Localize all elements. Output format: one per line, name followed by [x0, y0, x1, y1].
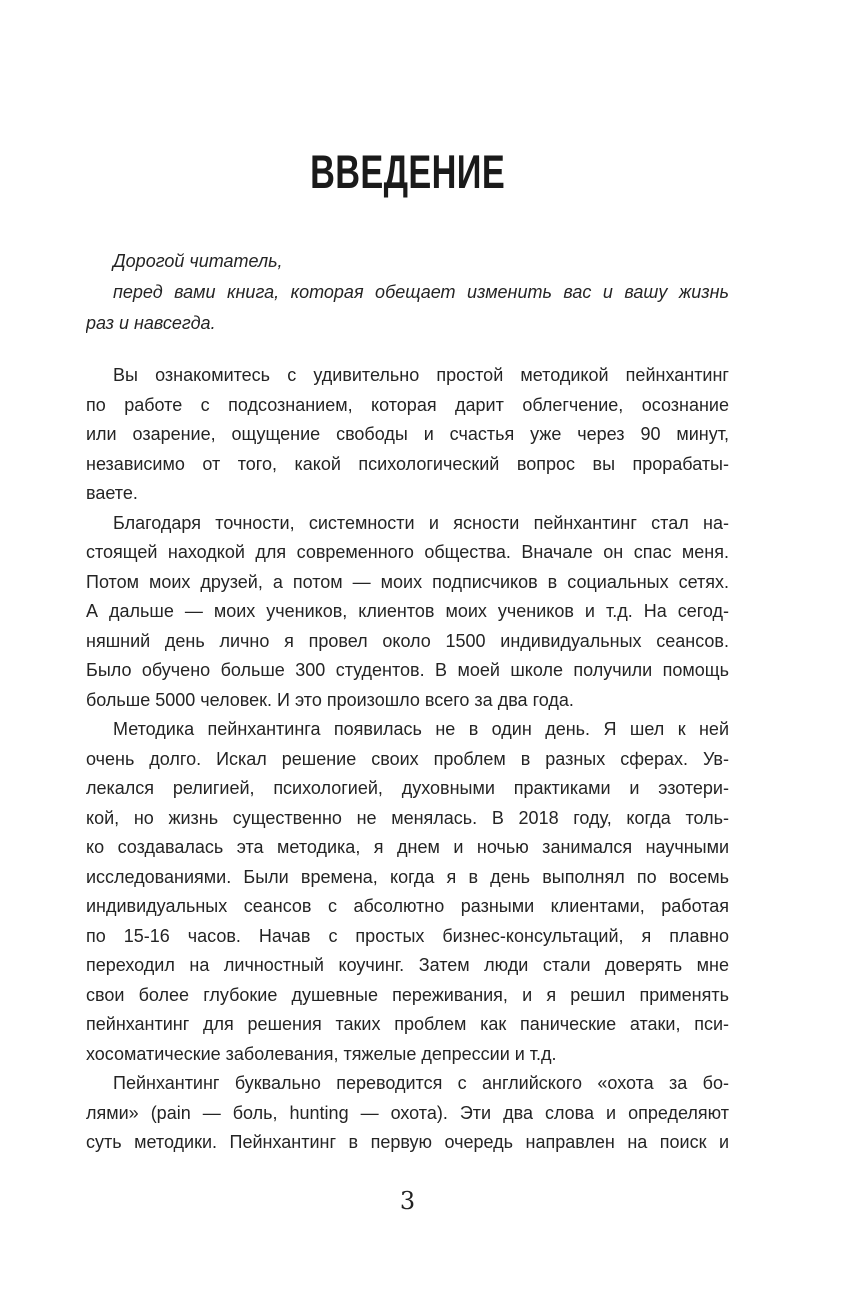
- body-text: [86, 361, 729, 1158]
- text-line: хосоматические заболевания, тяжелые депрессии и т.д.: [86, 1043, 557, 1064]
- text-line: свои более глубокие душевные переживания, и я решил применять: [86, 984, 729, 1005]
- chapter-title-text: ВВЕДЕНИЕ: [309, 145, 505, 198]
- text-line: ко создавалась эта методика, я днем и ночью занимался научными: [86, 837, 729, 857]
- text-line: Благодаря точности, системности и ясности пейнхантинг стал на-: [113, 512, 729, 533]
- text-line: Пейнхантинг буквально переводится с английского «охота за бо-: [113, 1073, 729, 1093]
- text-line: стоящей находкой для современного общества. Вначале он спас меня.: [86, 542, 729, 562]
- text-line: Потом моих друзей, а потом — моих подписчиков в социальных сетях.: [86, 571, 729, 592]
- text-line: индивидуальных сеансов с абсолютно разными клиентами, работая: [86, 896, 729, 916]
- text-line: лями» (pain — боль, hunting — охота). Эти два слова и определяют: [86, 1102, 729, 1123]
- text-line: по работе с подсознанием, которая дарит облегчение, осознание: [86, 394, 729, 415]
- text-line: по 15-16 часов. Начав с простых бизнес-консультаций, я плавно: [86, 925, 729, 946]
- page-number: 3: [399, 1187, 416, 1215]
- text-line: Вы ознакомитесь с удивительно простой методикой пейнхантинг: [113, 365, 729, 385]
- text-line: очень долго. Искал решение своих проблем в разных сферах. Ув-: [86, 748, 729, 769]
- text-line: суть методики. Пейнхантинг в первую очередь направлен на поиск и: [86, 1132, 729, 1152]
- text-line: Дорогой читатель,: [113, 251, 283, 271]
- text-line: Методика пейнхантинга появилась не в один день. Я шел к ней: [113, 719, 729, 739]
- text-line: или озарение, ощущение свободы и счастья уже через 90 минут,: [86, 424, 729, 444]
- text-line: раз и навсегда.: [86, 313, 216, 333]
- text-line: независимо от того, какой психологический вопрос вы прорабаты-: [86, 453, 729, 474]
- text-line: кой, но жизнь существенно не менялась. В 2018 году, когда толь-: [86, 807, 729, 828]
- text-line: лекался религией, психологией, духовными практиками и эзотери-: [86, 778, 729, 798]
- text-line: исследованиями. Были времена, когда я в день выполнял по восемь: [86, 866, 729, 887]
- text-line: больше 5000 человек. И это произошло всего за два года.: [86, 689, 574, 710]
- epigraph: [86, 246, 729, 339]
- text-line: няшний день лично я провел около 1500 индивидуальных сеансов.: [86, 630, 729, 651]
- text-line: ваете.: [86, 483, 138, 503]
- text-line: Было обучено больше 300 студентов. В моей школе получили помощь: [86, 660, 729, 680]
- chapter-title: [86, 146, 729, 198]
- text-line: А дальше — моих учеников, клиентов моих учеников и т.д. На сегод-: [86, 601, 729, 621]
- text-line: пейнхантинг для решения таких проблем как панические атаки, пси-: [86, 1014, 729, 1034]
- text-line: переходил на личностный коучинг. Затем люди стали доверять мне: [86, 955, 729, 975]
- text-line: перед вами книга, которая обещает изменить вас и вашу жизнь: [113, 282, 729, 302]
